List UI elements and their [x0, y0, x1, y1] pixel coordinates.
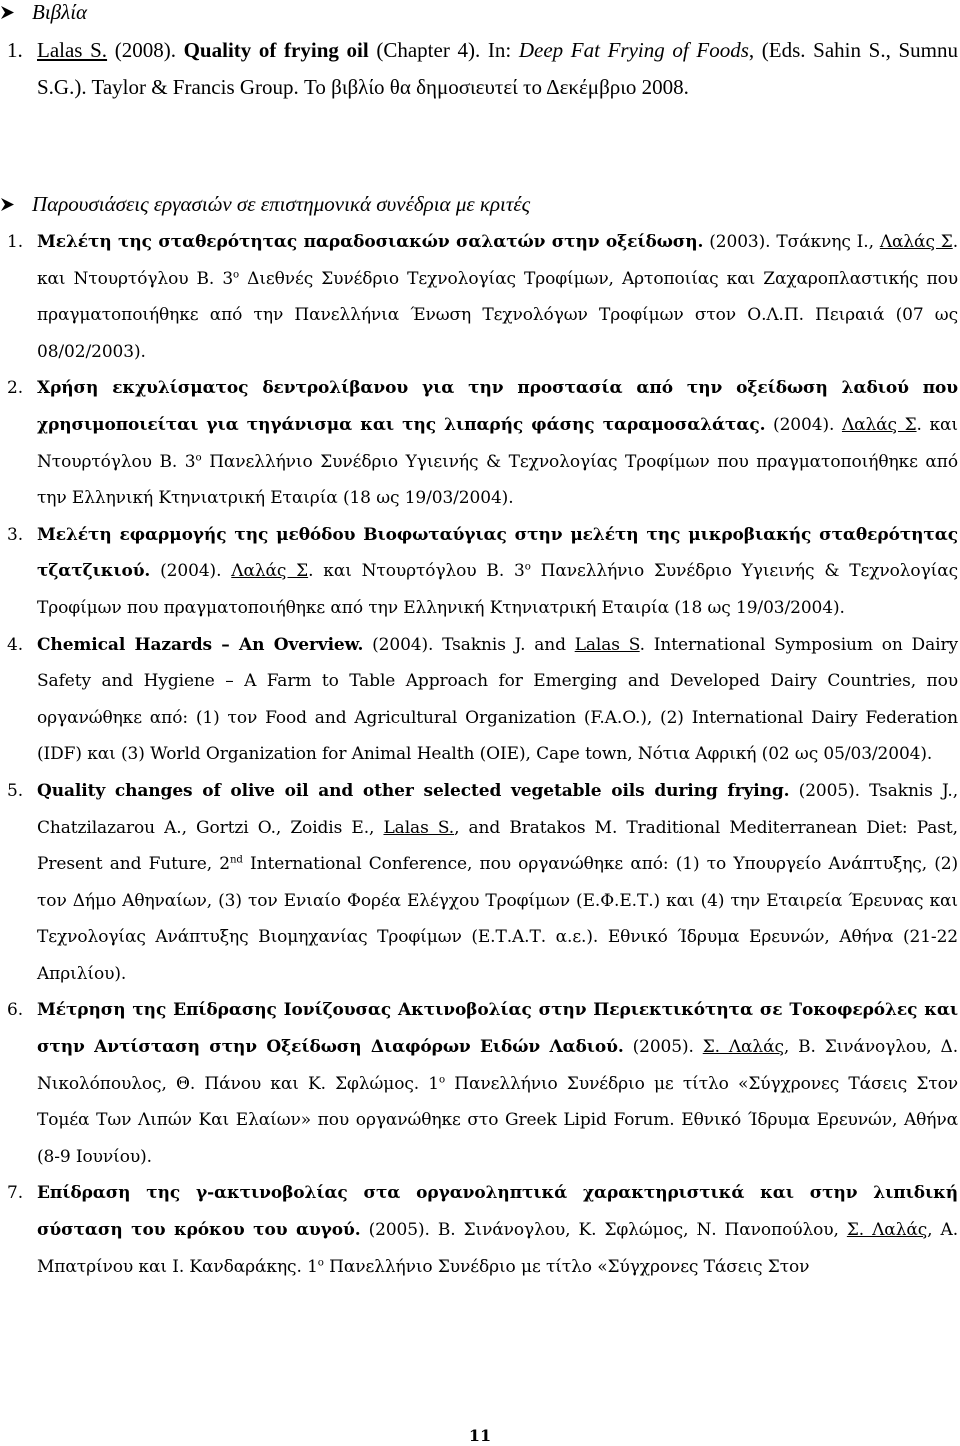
item-text: Πανελλήνιο Συνέδριο Υγιεινής & Τεχνολογίας Τροφίμων που πραγματοποιήθηκε από την Ελληνική Κτηνιατρική Εταιρία (18 ως 19/03/2004). — [37, 451, 958, 509]
item-text: (2003). Τσάκνης Ι., — [703, 232, 880, 252]
item-text: . και Ντουρτόγλου Β. 3 — [37, 414, 958, 472]
item-number: 2. — [7, 378, 24, 399]
highlighted-author: Lalas S — [574, 634, 640, 655]
item-text: Πανελλήνιο Συνέδριο Υγιεινής & Τεχνολογίας Τροφίμων που πραγματοποιήθηκε από την Ελληνική Κτηνιατρική Εταιρία (18 ως 19/03/2004). — [37, 561, 958, 618]
page-number: 11 — [468, 1426, 492, 1445]
highlighted-author: Lalas S. — [37, 38, 108, 62]
list-item — [0, 1175, 960, 1285]
list-item — [0, 370, 960, 516]
item-number: 4. — [7, 634, 24, 655]
item-text: , (Eds. Sahin S., Sumnu S.G.). Taylor & Francis Group. Το βιβλίο θα δημοσιευτεί το Δεκέμβριο 2008. — [37, 38, 958, 99]
item-text: (2008). — [107, 38, 184, 62]
books-list — [0, 32, 960, 106]
italic-text: Deep Fat Frying of Foods — [518, 38, 749, 62]
list-item — [0, 224, 960, 370]
conferences-list — [0, 224, 960, 1285]
item-title: Μελέτη εφαρμογής της μεθόδου Βιοφωταύγιας στην μελέτη της μικροβιακής σταθερότητας τζατζικιού. — [37, 524, 958, 582]
list-item — [0, 517, 960, 627]
ordinal-superscript: ο — [317, 1256, 324, 1268]
ordinal-superscript: ο — [524, 561, 531, 573]
item-text: Πανελλήνιο Συνέδριο με τίτλο «Σύγχρονες Τάσεις Στον — [323, 1256, 810, 1277]
item-text: . και Ντουρτόγλου Β. 3 — [37, 232, 959, 289]
item-title: Μέτρηση της Επίδρασης Ιονίζουσας Ακτινοβολίας στην Περιεκτικότητα σε Τοκοφερόλες και στην Αντίσταση στην Οξείδωση Διαφόρων Ειδών Λαδιού. — [37, 1000, 958, 1058]
item-text: (Chapter 4). In: — [368, 38, 519, 62]
item-text: , Α. Μπατρίνου και Ι. Κανδαράκης. 1 — [37, 1220, 958, 1277]
item-title: Χρήση εκχυλίσματος δεντρολίβανου για την προστασία από την οξείδωση λαδιού που χρησιμοποιείται για τηγάνισμα και της λιπαρής φάσης ταραμοσαλάτας. — [37, 378, 958, 435]
ordinal-superscript: ο — [439, 1074, 446, 1085]
item-text: (2005). — [623, 1037, 703, 1058]
item-number: 3. — [7, 524, 24, 545]
ordinal-superscript: ο — [195, 451, 202, 463]
section-heading-text: Παρουσιάσεις εργασιών σε επιστημονικά συνέδρια με κριτές — [32, 192, 531, 216]
item-title: Μελέτη της σταθερότητας παραδοσιακών σαλατών στην οξείδωση. — [37, 232, 704, 252]
item-text: (2005). Β. Σινάνογλου, Κ. Σφλώμος, Ν. Πανοπούλου, — [360, 1220, 847, 1241]
item-text: . International Symposium on Dairy Safety and Hygiene – A Farm to Table Approach for Emerging and Developed Dairy Countries, που οργανώθηκε από: (1) τον Food and Agricultural Organization (F.A.O.), (2) International Dairy Federation (IDF) και (3) World Organization for Animal Health (OIE), Cape town, Νότια Αφρική (02 ως 05/03/2004). — [37, 634, 958, 765]
item-number: 1. — [7, 38, 23, 62]
item-text: (2005). Tsaknis J., Chatzilazarou A., Gortzi O., Zoidis E., — [37, 780, 958, 838]
section-heading-conferences — [0, 192, 950, 216]
highlighted-author: Σ. Λαλάς — [846, 1220, 928, 1241]
item-text: Διεθνές Συνέδριο Τεχνολογίας Τροφίμων, Αρτοποιίας και Ζαχαροπλαστικής που πραγματοποιήθηκε από την Πανελλήνια Ένωση Τεχνολόγων Τροφίμων στον Ο.Λ.Π. Πειραιά (07 ως 08/02/2003). — [37, 268, 959, 362]
highlighted-author: Λαλάς Σ — [231, 561, 309, 582]
item-title: Quality of frying oil — [183, 38, 369, 62]
ordinal-superscript: ο — [233, 268, 240, 280]
item-text: (2004). — [150, 561, 232, 582]
section-heading-text: Βιβλία — [32, 0, 88, 24]
item-text: Πανελλήνιο Συνέδριο με τίτλο «Σύγχρονες Τάσεις Στον Τομέα Των Λιπών Και Ελαίων» που οργανώθηκε στο Greek Lipid Forum. Εθνικό Ίδρυμα Ερευνών, Αθήνα (8-9 Ιουνίου). — [37, 1073, 958, 1167]
highlighted-author: Λαλάς Σ — [879, 232, 953, 252]
item-text: (2004). — [765, 414, 842, 435]
highlighted-author: Λαλάς Σ — [841, 414, 917, 435]
highlighted-author: Σ. Λαλάς — [702, 1037, 784, 1058]
item-title: Chemical Hazards – An Overview. — [37, 634, 364, 655]
arrow-bullet-icon — [0, 5, 32, 20]
item-text: . και Ντουρτόγλου Β. 3 — [308, 561, 525, 582]
list-item — [0, 627, 960, 773]
item-text: International Conference, που οργανώθηκε από: (1) το Υπουργείο Ανάπτυξης, (2) τον Δήμο Αθηναίων, (3) τον Ενιαίο Φορέα Ελέγχου Τροφίμων (Ε.Φ.Ε.Τ.) και (4) την Εταιρεία Έρευνας και Τεχνολογίας Ανάπτυξης Βιομηχανίας Τροφίμων (Ε.Τ.Α.Τ. α.ε.). Εθνικό Ίδρυμα Ερευνών, Αθήνα (21-22 Απριλίου). — [37, 854, 959, 984]
item-number: 5. — [7, 780, 24, 801]
item-text: , and Bratakos M. Traditional Mediterranean Diet: Past, Present and Future, 2 — [37, 817, 958, 875]
item-number: 7. — [7, 1183, 24, 1204]
item-number: 6. — [7, 1000, 24, 1021]
list-item — [0, 32, 960, 106]
item-title: Quality changes of olive oil and other selected vegetable oils during frying. — [37, 780, 790, 801]
list-item — [0, 773, 960, 993]
item-title: Επίδραση της γ-ακτινοβολίας στα οργανοληπτικά χαρακτηριστικά και στην λιπιδική σύσταση του κρόκου του αυγού. — [37, 1183, 958, 1241]
section-heading-books — [0, 0, 950, 24]
item-text: , Β. Σινάνογλου, Δ. Νικολόπουλος, Θ. Πάνου και Κ. Σφλώμος. 1 — [37, 1037, 958, 1094]
highlighted-author: Lalas S. — [383, 817, 455, 838]
ordinal-superscript: nd — [229, 854, 243, 866]
item-number: 1. — [7, 232, 24, 252]
list-item — [0, 992, 960, 1175]
item-text: (2004). Tsaknis J. and — [363, 634, 575, 655]
arrow-bullet-icon — [0, 197, 32, 212]
